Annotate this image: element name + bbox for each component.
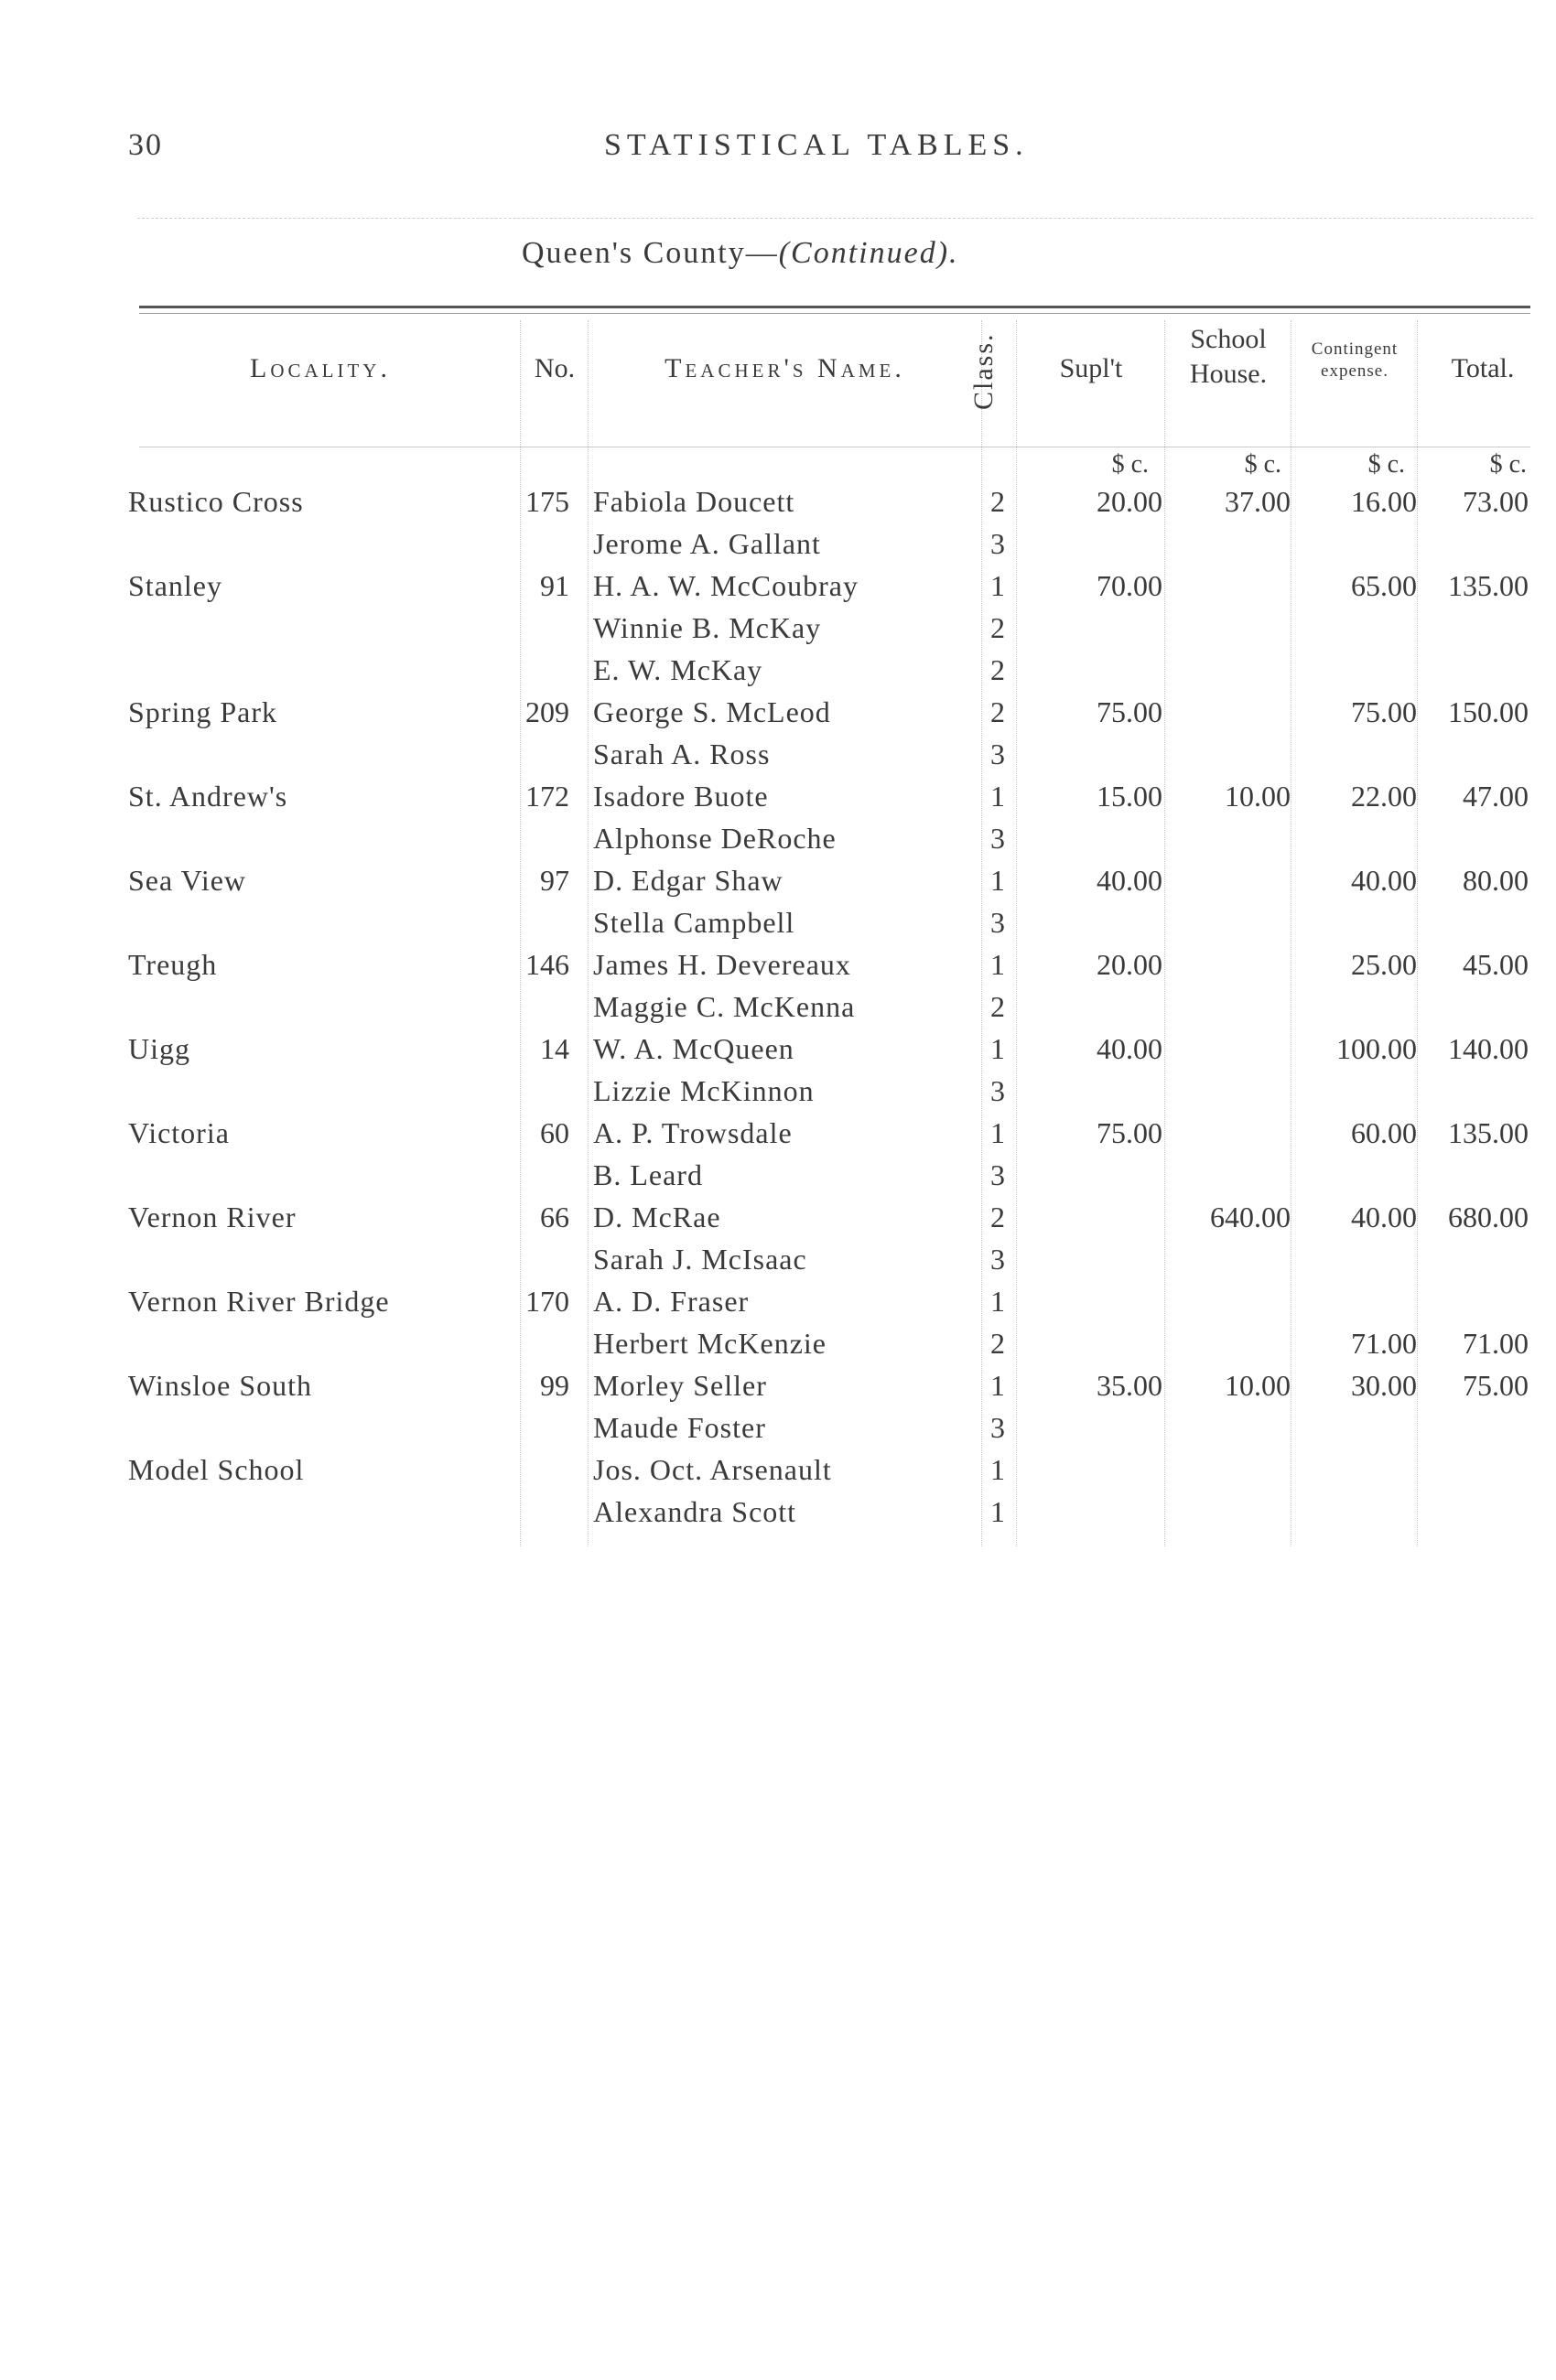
- cell-teacher: Fabiola Doucett: [593, 485, 795, 518]
- cell-teacher: Herbert McKenzie: [593, 1327, 827, 1360]
- cell-no: 172: [525, 780, 569, 813]
- cell-teacher: D. Edgar Shaw: [593, 864, 783, 897]
- cell-class: 3: [990, 906, 1005, 939]
- cell-class: 1: [990, 864, 1005, 897]
- table-row: [0, 1032, 1556, 1073]
- header-no: No.: [534, 353, 576, 383]
- cell-suplt: 40.00: [1097, 864, 1162, 897]
- subtitle-italic: (Continued).: [778, 236, 959, 270]
- cell-no: 97: [540, 864, 569, 897]
- cell-teacher: Alphonse DeRoche: [593, 822, 837, 855]
- cell-class: 1: [990, 1453, 1005, 1486]
- cell-class: 3: [990, 1411, 1005, 1444]
- header-class: Class.: [968, 332, 999, 410]
- unit-school-house: $ c.: [1244, 450, 1281, 479]
- cell-locality: Spring Park: [128, 695, 277, 728]
- cell-teacher: Morley Seller: [593, 1369, 767, 1402]
- cell-teacher: Lizzie McKinnon: [593, 1074, 815, 1107]
- cell-locality: Treugh: [128, 948, 218, 981]
- cell-suplt: 75.00: [1097, 695, 1162, 728]
- cell-suplt: 20.00: [1097, 948, 1162, 981]
- cell-locality: St. Andrew's: [128, 780, 288, 813]
- cell-locality: Vernon River Bridge: [128, 1285, 390, 1318]
- cell-teacher: Isadore Buote: [593, 780, 769, 813]
- cell-total: 135.00: [1448, 1116, 1529, 1149]
- table-top-rule-thin: [139, 313, 1530, 314]
- cell-class: 2: [990, 695, 1005, 728]
- cell-class: 1: [990, 1285, 1005, 1318]
- cell-class: 3: [990, 1074, 1005, 1107]
- cell-class: 2: [990, 653, 1005, 686]
- table-row: [0, 822, 1556, 863]
- running-head: STATISTICAL TABLES.: [604, 128, 1029, 162]
- cell-teacher: Winnie B. McKay: [593, 611, 822, 644]
- cell-class: 1: [990, 780, 1005, 813]
- cell-total: 45.00: [1463, 948, 1529, 981]
- cell-no: 66: [540, 1201, 569, 1233]
- cell-class: 3: [990, 1158, 1005, 1191]
- cell-locality: Winsloe South: [128, 1369, 313, 1402]
- table-top-rule: [139, 306, 1530, 308]
- cell-teacher: James H. Devereaux: [593, 948, 851, 981]
- header-suplt: Supl't: [1059, 353, 1123, 383]
- table-row: [0, 485, 1556, 526]
- cell-class: 3: [990, 527, 1005, 560]
- cell-contingent: 22.00: [1351, 780, 1417, 813]
- table-row: [0, 611, 1556, 652]
- table-row: [0, 906, 1556, 947]
- cell-class: 1: [990, 569, 1005, 602]
- table-row: [0, 653, 1556, 695]
- cell-class: 2: [990, 1201, 1005, 1233]
- table-row: [0, 1495, 1556, 1536]
- top-divider: [137, 218, 1533, 219]
- cell-teacher: George S. McLeod: [593, 695, 831, 728]
- cell-class: 3: [990, 822, 1005, 855]
- cell-class: 1: [990, 948, 1005, 981]
- header-school-house-line2: House.: [1189, 358, 1268, 389]
- header-school-house-line1: School: [1190, 324, 1267, 354]
- cell-school-house: 640.00: [1210, 1201, 1291, 1233]
- table-row: [0, 1369, 1556, 1410]
- cell-class: 1: [990, 1116, 1005, 1149]
- cell-class: 2: [990, 611, 1005, 644]
- cell-class: 1: [990, 1369, 1005, 1402]
- table-row: [0, 1411, 1556, 1452]
- table-row: [0, 864, 1556, 905]
- cell-school-house: 37.00: [1225, 485, 1291, 518]
- cell-teacher: Stella Campbell: [593, 906, 795, 939]
- subtitle-text: Queen's County—: [522, 236, 779, 270]
- unit-suplt: $ c.: [1111, 450, 1149, 479]
- cell-teacher: H. A. W. McCoubray: [593, 569, 859, 602]
- cell-teacher: Jos. Oct. Arsenault: [593, 1453, 832, 1486]
- page-number: 30: [128, 128, 163, 162]
- cell-no: 60: [540, 1116, 569, 1149]
- cell-class: 3: [990, 1243, 1005, 1276]
- header-locality: Locality.: [250, 353, 391, 383]
- cell-teacher: Alexandra Scott: [593, 1495, 797, 1528]
- cell-teacher: W. A. McQueen: [593, 1032, 794, 1065]
- header-contingent-line1: Contingent: [1311, 339, 1399, 359]
- header-teacher-name: Teacher's Name.: [665, 353, 905, 383]
- cell-total: 150.00: [1448, 695, 1529, 728]
- header-contingent-line2: expense.: [1321, 361, 1389, 381]
- unit-contingent: $ c.: [1367, 450, 1405, 479]
- cell-teacher: D. McRae: [593, 1201, 721, 1233]
- cell-contingent: 16.00: [1351, 485, 1417, 518]
- cell-suplt: 35.00: [1097, 1369, 1162, 1402]
- table-row: [0, 1158, 1556, 1200]
- table-row: [0, 1327, 1556, 1368]
- table-row: [0, 569, 1556, 610]
- header-contingent-expense: [1292, 339, 1417, 382]
- table-row: [0, 948, 1556, 989]
- cell-teacher: A. D. Fraser: [593, 1285, 750, 1318]
- cell-total: 680.00: [1448, 1201, 1529, 1233]
- cell-locality: Rustico Cross: [128, 485, 304, 518]
- cell-contingent: 60.00: [1351, 1116, 1417, 1149]
- cell-contingent: 65.00: [1351, 569, 1417, 602]
- cell-teacher: A. P. Trowsdale: [593, 1116, 793, 1149]
- cell-no: 91: [540, 569, 569, 602]
- cell-school-house: 10.00: [1225, 1369, 1291, 1402]
- table-row: [0, 1285, 1556, 1326]
- header-school-house: [1166, 322, 1291, 391]
- table-row: [0, 990, 1556, 1031]
- cell-suplt: 15.00: [1097, 780, 1162, 813]
- cell-teacher: Sarah J. McIsaac: [593, 1243, 807, 1276]
- cell-contingent: 71.00: [1351, 1327, 1417, 1360]
- cell-class: 1: [990, 1495, 1005, 1528]
- cell-total: 140.00: [1448, 1032, 1529, 1065]
- table-row: [0, 1116, 1556, 1158]
- cell-no: 99: [540, 1369, 569, 1402]
- cell-class: 2: [990, 1327, 1005, 1360]
- cell-suplt: 70.00: [1097, 569, 1162, 602]
- cell-contingent: 75.00: [1351, 695, 1417, 728]
- cell-no: 146: [525, 948, 569, 981]
- cell-teacher: B. Leard: [593, 1158, 703, 1191]
- cell-class: 3: [990, 738, 1005, 770]
- table-row: [0, 527, 1556, 568]
- table-row: [0, 695, 1556, 737]
- cell-teacher: E. W. McKay: [593, 653, 763, 686]
- cell-total: 73.00: [1463, 485, 1529, 518]
- cell-teacher: Jerome A. Gallant: [593, 527, 821, 560]
- cell-teacher: Maggie C. McKenna: [593, 990, 856, 1023]
- header-total: Total.: [1451, 353, 1515, 383]
- cell-total: 71.00: [1463, 1327, 1529, 1360]
- cell-contingent: 30.00: [1351, 1369, 1417, 1402]
- table-row: [0, 1243, 1556, 1284]
- cell-locality: Stanley: [128, 569, 222, 602]
- cell-suplt: 75.00: [1097, 1116, 1162, 1149]
- cell-no: 175: [525, 485, 569, 518]
- cell-total: 75.00: [1463, 1369, 1529, 1402]
- cell-no: 14: [540, 1032, 569, 1065]
- cell-contingent: 40.00: [1351, 864, 1417, 897]
- unit-total: $ c.: [1489, 450, 1527, 479]
- cell-locality: Victoria: [128, 1116, 230, 1149]
- table-row: [0, 738, 1556, 779]
- cell-locality: Vernon River: [128, 1201, 297, 1233]
- cell-contingent: 100.00: [1336, 1032, 1417, 1065]
- table-subtitle: [522, 236, 959, 271]
- cell-locality: Model School: [128, 1453, 305, 1486]
- cell-class: 1: [990, 1032, 1005, 1065]
- cell-total: 135.00: [1448, 569, 1529, 602]
- cell-no: 209: [525, 695, 569, 728]
- cell-suplt: 20.00: [1097, 485, 1162, 518]
- cell-teacher: Maude Foster: [593, 1411, 766, 1444]
- table-row: [0, 1074, 1556, 1115]
- cell-class: 2: [990, 990, 1005, 1023]
- cell-total: 80.00: [1463, 864, 1529, 897]
- cell-locality: Uigg: [128, 1032, 190, 1065]
- cell-class: 2: [990, 485, 1005, 518]
- table-row: [0, 1453, 1556, 1494]
- cell-teacher: Sarah A. Ross: [593, 738, 771, 770]
- cell-no: 170: [525, 1285, 569, 1318]
- cell-locality: Sea View: [128, 864, 247, 897]
- cell-suplt: 40.00: [1097, 1032, 1162, 1065]
- cell-school-house: 10.00: [1225, 780, 1291, 813]
- table-row: [0, 780, 1556, 821]
- cell-contingent: 25.00: [1351, 948, 1417, 981]
- table-row: [0, 1201, 1556, 1242]
- cell-total: 47.00: [1463, 780, 1529, 813]
- cell-contingent: 40.00: [1351, 1201, 1417, 1233]
